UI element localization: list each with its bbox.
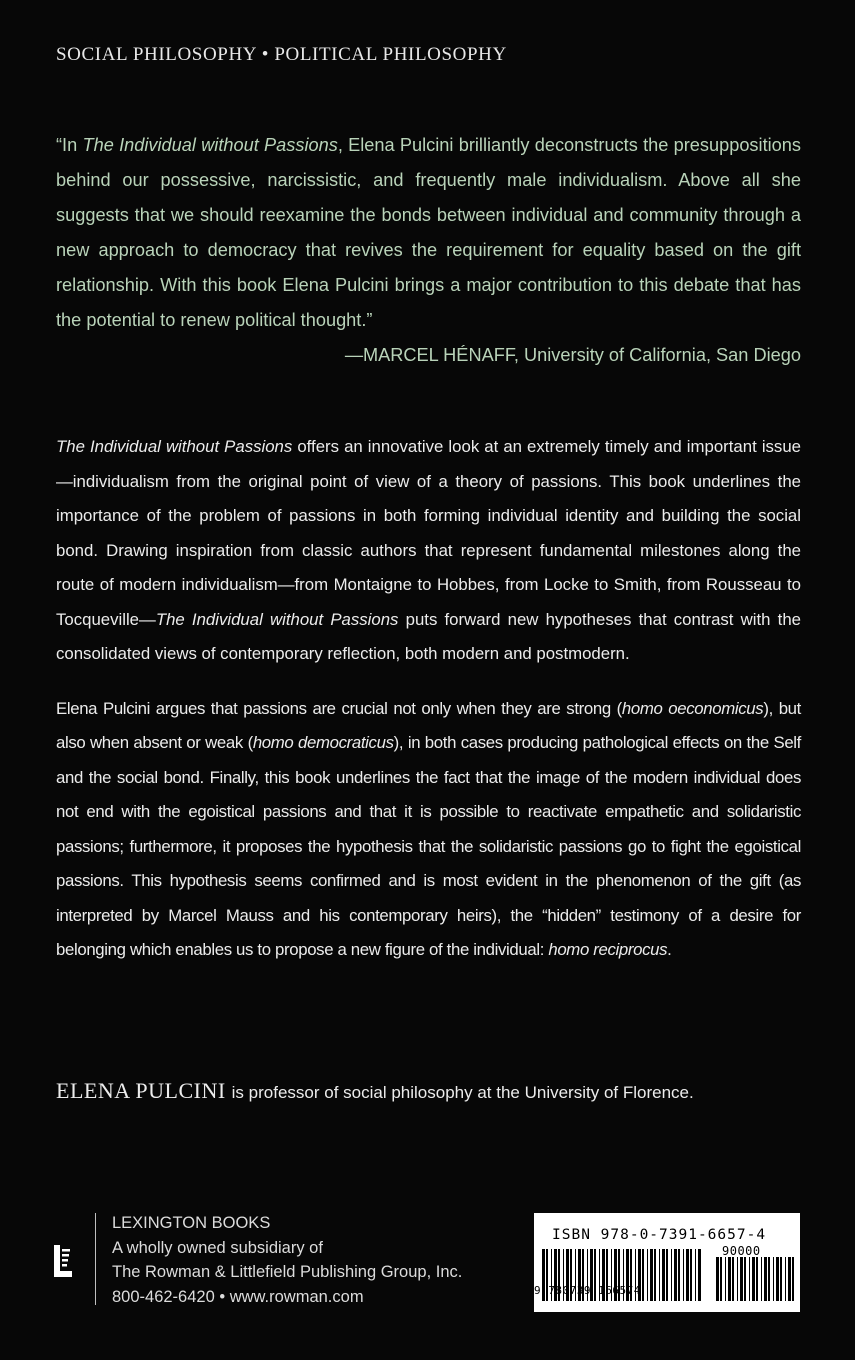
barcode-panel xyxy=(534,1213,800,1312)
barcode-bar xyxy=(678,1249,680,1301)
description-paragraph-1: The Individual without Passions offers an innovative look at an extremely timely and important issue—individualism from the original point of view of a theory of passions. This book underlines the importance of the problem of passions in both forming individual identity and building the social bond. Drawing inspiration from classic authors that represent fundamental milestones along the route of modern individualism—from Montaigne to Hobbes, from Locke to Smith, from Rousseau to Tocqueville—The Individual without Passions puts forward new hypotheses that contrast with the consolidated views of contemporary reflection, both modern and postmodern. xyxy=(56,437,801,663)
barcode-bar xyxy=(662,1249,665,1301)
barcode-bar xyxy=(761,1257,762,1301)
barcode-bar xyxy=(792,1257,794,1301)
book-description xyxy=(56,430,801,988)
barcode-bar xyxy=(686,1249,689,1301)
barcode-bar xyxy=(773,1257,774,1301)
barcode-bar xyxy=(740,1257,743,1301)
publisher-divider xyxy=(95,1213,96,1305)
barcode-bar xyxy=(780,1257,782,1301)
barcode-bar xyxy=(674,1249,677,1301)
barcode-bar xyxy=(671,1249,672,1301)
quote-attribution: —MARCEL HÉNAFF, University of California, San Diego xyxy=(344,345,801,365)
publisher-parent: The Rowman & Littlefield Publishing Group, Inc. xyxy=(112,1263,463,1281)
description-paragraph-2: Elena Pulcini argues that passions are crucial not only when they are strong (homo oeconomicus), but also when absent or weak (homo democraticus), in both cases producing pathological effects on the Self and the social bond. Finally, this book underlines the fact that the image of the modern individual does not end with the egoistical passions and that it is possible to reactivate empathetic and solidaristic passions; furthermore, it proposes the hypothesis that the solidaristic passions go to fight the egoistical passions. This hypothesis seems confirmed and is most evident in the phenomenon of the gift (as interpreted by Marcel Mauss and his contemporary heirs), the “hidden” testimony of a desire for belonging which enables us to propose a new figure of the individual: homo reciprocus. xyxy=(56,698,801,959)
barcode-bar xyxy=(732,1257,734,1301)
price-code: 90000 xyxy=(722,1244,761,1258)
barcode-bar xyxy=(695,1249,696,1301)
barcode-bar xyxy=(728,1257,731,1301)
publisher-info xyxy=(112,1211,462,1309)
barcode-bar xyxy=(720,1257,722,1301)
barcode-bar xyxy=(698,1249,701,1301)
barcode-bar xyxy=(650,1249,653,1301)
barcode-bar xyxy=(654,1249,656,1301)
barcode-digits: 9 780739 166574 xyxy=(534,1284,641,1297)
category-heading: SOCIAL PHILOSOPHY • POLITICAL PHILOSOPHY xyxy=(56,44,507,65)
isbn-number: ISBN 978-0-7391-6657-4 xyxy=(552,1227,767,1243)
barcode-bar xyxy=(752,1257,755,1301)
barcode-bar xyxy=(776,1257,779,1301)
quote-text: “In The Individual without Passions, Elena Pulcini brilliantly deconstructs the presuppositions behind our possessive, narcissistic, and frequently male individualism. Above all she suggests that we should reexamine the bonds between individual and community through a new approach to democracy that revives the requirement for equality based on the gift relationship. With this book Elena Pulcini brings a major contribution to this debate that has the potential to renew political thought.” xyxy=(56,135,801,330)
endorsement-quote xyxy=(56,128,801,373)
barcode-bar xyxy=(744,1257,746,1301)
barcode-bar xyxy=(749,1257,750,1301)
author-description: is professor of social philosophy at the University of Florence. xyxy=(231,1083,694,1102)
barcode-bar xyxy=(725,1257,726,1301)
barcode-bar xyxy=(690,1249,692,1301)
lexington-logo-icon xyxy=(54,1245,72,1277)
quote-book-title: The Individual without Passions xyxy=(82,135,338,155)
barcode-bar xyxy=(716,1257,719,1301)
publisher-subsidiary: A wholly owned subsidiary of xyxy=(112,1238,323,1257)
barcode-bar xyxy=(788,1257,791,1301)
barcode-bar xyxy=(737,1257,738,1301)
barcode-bar xyxy=(764,1257,767,1301)
barcode-bar xyxy=(683,1249,684,1301)
barcode-bar xyxy=(659,1249,660,1301)
barcode-bar xyxy=(647,1249,648,1301)
barcode-bar xyxy=(768,1257,770,1301)
barcode-bar xyxy=(756,1257,758,1301)
publisher-contact: 800-462-6420 • www.rowman.com xyxy=(112,1287,364,1306)
barcode-bar xyxy=(785,1257,786,1301)
author-bio xyxy=(56,1078,816,1104)
barcode-bar xyxy=(666,1249,668,1301)
author-name: ELENA PULCINI xyxy=(56,1078,226,1103)
publisher-name: LEXINGTON BOOKS xyxy=(112,1214,271,1232)
barcode-bar xyxy=(642,1249,644,1301)
